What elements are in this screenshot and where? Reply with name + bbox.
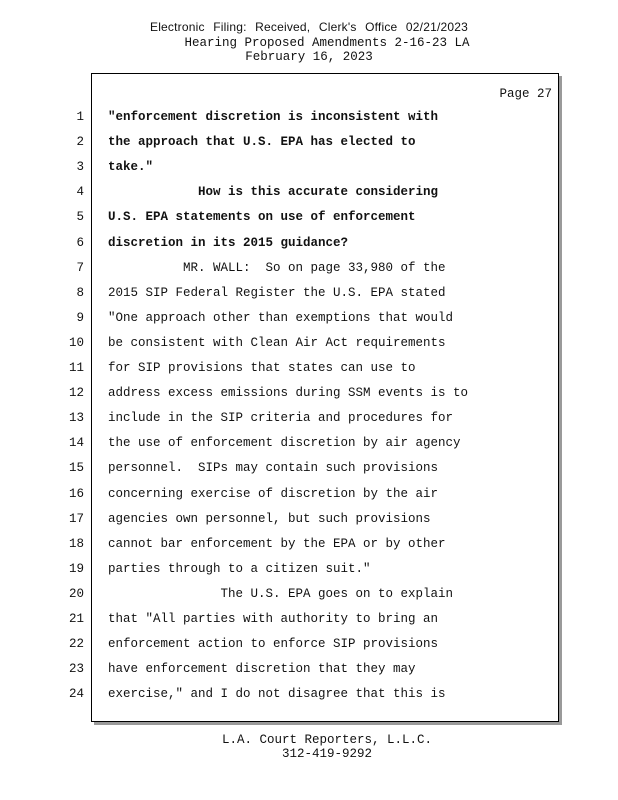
line-number: 13 bbox=[68, 411, 84, 425]
line-number: 4 bbox=[76, 185, 84, 199]
line-number: 19 bbox=[68, 562, 84, 576]
line-number: 12 bbox=[68, 386, 84, 400]
transcript-line: agencies own personnel, but such provisions bbox=[108, 512, 431, 526]
transcript-line: enforcement action to enforce SIP provisions bbox=[108, 637, 439, 651]
line-number: 20 bbox=[68, 587, 84, 601]
transcript-line: U.S. EPA statements on use of enforcement bbox=[108, 210, 416, 224]
transcript-line: How is this accurate considering bbox=[108, 185, 439, 199]
transcript-line: 2015 SIP Federal Register the U.S. EPA stated bbox=[108, 286, 446, 300]
transcript-line: address excess emissions during SSM events is to bbox=[108, 386, 469, 400]
line-number: 23 bbox=[68, 662, 84, 676]
line-number: 5 bbox=[76, 210, 84, 224]
transcript-line: include in the SIP criteria and procedures for bbox=[108, 411, 454, 425]
transcript-line: parties through to a citizen suit." bbox=[108, 562, 371, 576]
transcript-line: personnel. SIPs may contain such provisions bbox=[108, 461, 439, 475]
filing-stamp: Electronic Filing: Received, Clerk's Office 02/21/2023 bbox=[149, 20, 468, 34]
transcript-line: that "All parties with authority to bring an bbox=[108, 612, 439, 626]
transcript-line: the use of enforcement discretion by air agency bbox=[108, 436, 461, 450]
transcript-line: be consistent with Clean Air Act requirements bbox=[108, 336, 446, 350]
transcript-line: The U.S. EPA goes on to explain bbox=[108, 587, 454, 601]
line-number: 8 bbox=[76, 286, 84, 300]
transcript-line: the approach that U.S. EPA has elected to bbox=[108, 135, 416, 149]
transcript-line: discretion in its 2015 guidance? bbox=[108, 236, 349, 250]
line-number: 10 bbox=[68, 336, 84, 350]
line-number: 3 bbox=[76, 160, 84, 174]
transcript-line: exercise," and I do not disagree that this is bbox=[108, 687, 446, 701]
line-number: 11 bbox=[68, 361, 84, 375]
line-number: 1 bbox=[76, 110, 84, 124]
transcript-line: "One approach other than exemptions that would bbox=[108, 311, 454, 325]
line-number: 18 bbox=[68, 537, 84, 551]
transcript-line: take." bbox=[108, 160, 154, 174]
line-number: 14 bbox=[68, 436, 84, 450]
transcript-line: for SIP provisions that states can use to bbox=[108, 361, 416, 375]
reporter-phone: 312-419-9292 bbox=[281, 747, 372, 761]
transcript-line: MR. WALL: So on page 33,980 of the bbox=[108, 261, 446, 275]
line-number: 21 bbox=[68, 612, 84, 626]
line-number: 7 bbox=[76, 261, 84, 275]
transcript-line: concerning exercise of discretion by the air bbox=[108, 487, 439, 501]
hearing-date: February 16, 2023 bbox=[245, 50, 373, 64]
transcript-line: have enforcement discretion that they may bbox=[108, 662, 416, 676]
line-number: 15 bbox=[68, 461, 84, 475]
line-number: 2 bbox=[76, 135, 84, 149]
reporter-name: L.A. Court Reporters, L.L.C. bbox=[221, 733, 433, 747]
line-number: 17 bbox=[68, 512, 84, 526]
line-number: 16 bbox=[68, 487, 84, 501]
hearing-title: Hearing Proposed Amendments 2-16-23 LA bbox=[184, 36, 470, 50]
transcript-line: "enforcement discretion is inconsistent with bbox=[108, 110, 439, 124]
line-number: 24 bbox=[68, 687, 84, 701]
page-number: Page 27 bbox=[499, 87, 552, 101]
line-number: 9 bbox=[76, 311, 84, 325]
line-number: 22 bbox=[68, 637, 84, 651]
transcript-line: cannot bar enforcement by the EPA or by other bbox=[108, 537, 446, 551]
line-number: 6 bbox=[76, 236, 84, 250]
